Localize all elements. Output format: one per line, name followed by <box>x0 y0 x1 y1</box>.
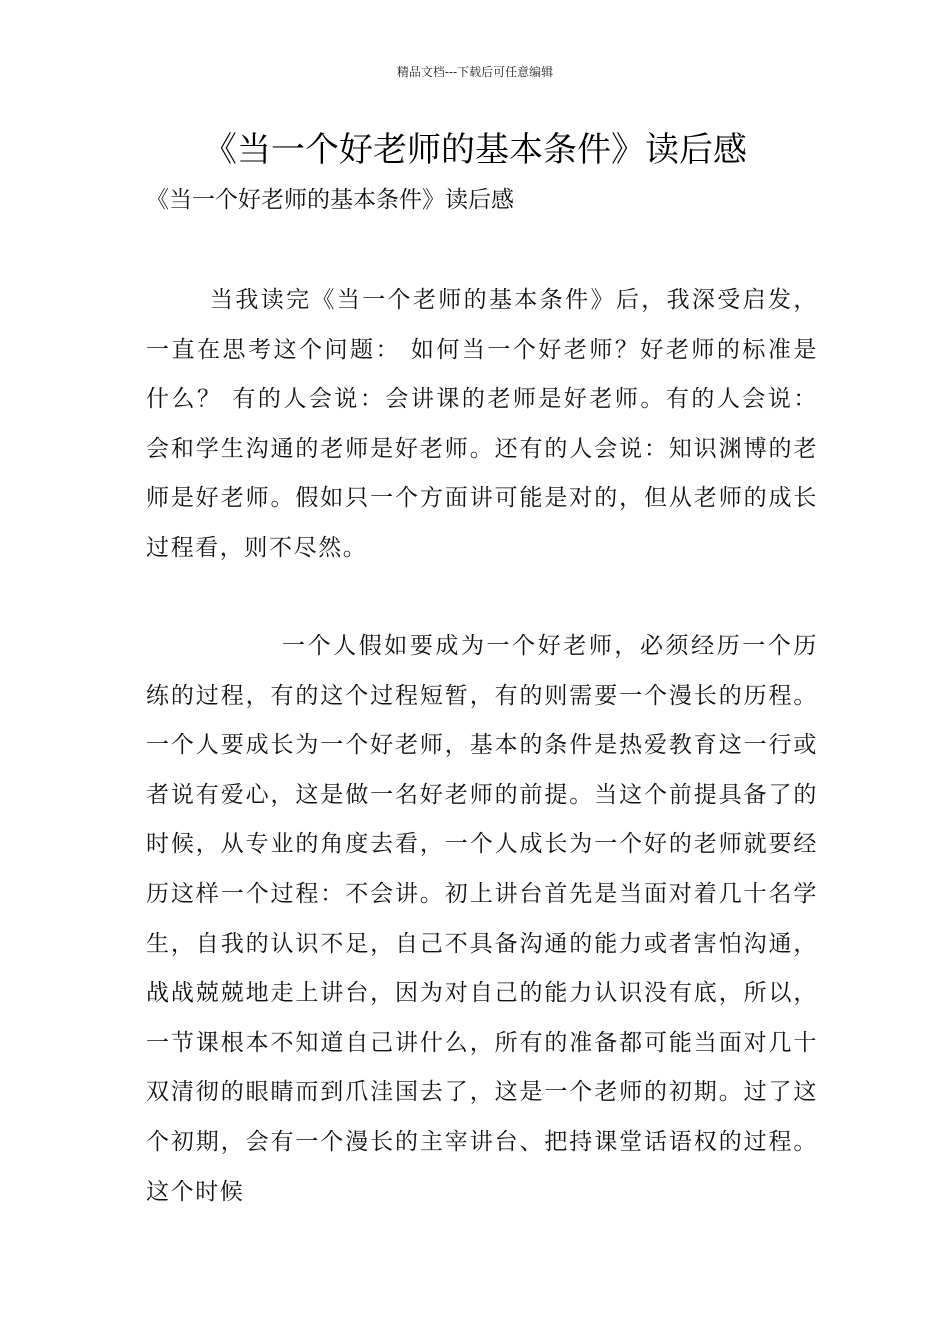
body-paragraph-1: 当我读完《当一个老师的基本条件》后，我深受启发，一直在思考这个问题： 如何当一个好老师？好老师的标准是什么？ 有的人会说：会讲课的老师是好老师。有的人会说：会和学生沟通的老师是好老师。还有的人会说：知识渊博的老师是好老师。假如只一个方面讲可能是对的，但从老师的成长过程看，则不尽然。 <box>146 287 818 561</box>
page-header: 精品文档---下载后可任意编辑 <box>396 65 554 79</box>
document-subtitle: 《当一个好老师的基本条件》读后感 <box>146 187 514 213</box>
document-title: 《当一个好老师的基本条件》读后感 <box>203 130 747 170</box>
body-paragraph-2: 一个人假如要成为一个好老师，必须经历一个历练的过程，有的这个过程短暂，有的则需要一个漫长的历程。一个人要成长为一个好老师，基本的条件是热爱教育这一行或者说有爱心，这是做一名好老师的前提。当这个前提具备了的时候，从专业的角度去看，一个人成长为一个好的老师就要经历这样一个过程：不会讲。初上讲台首先是当面对着几十名学生，自我的认识不足，自己不具备沟通的能力或者害怕沟通，战战兢兢地走上讲台，因为对自己的能力认识没有底，所以，一节课根本不知道自己讲什么，所有的准备都可能当面对几十双清彻的眼睛而到爪洼国去了，这是一个老师的初期。过了这个初期，会有一个漫长的主宰讲台、把持课堂话语权的过程。这个时候 <box>146 633 818 1205</box>
